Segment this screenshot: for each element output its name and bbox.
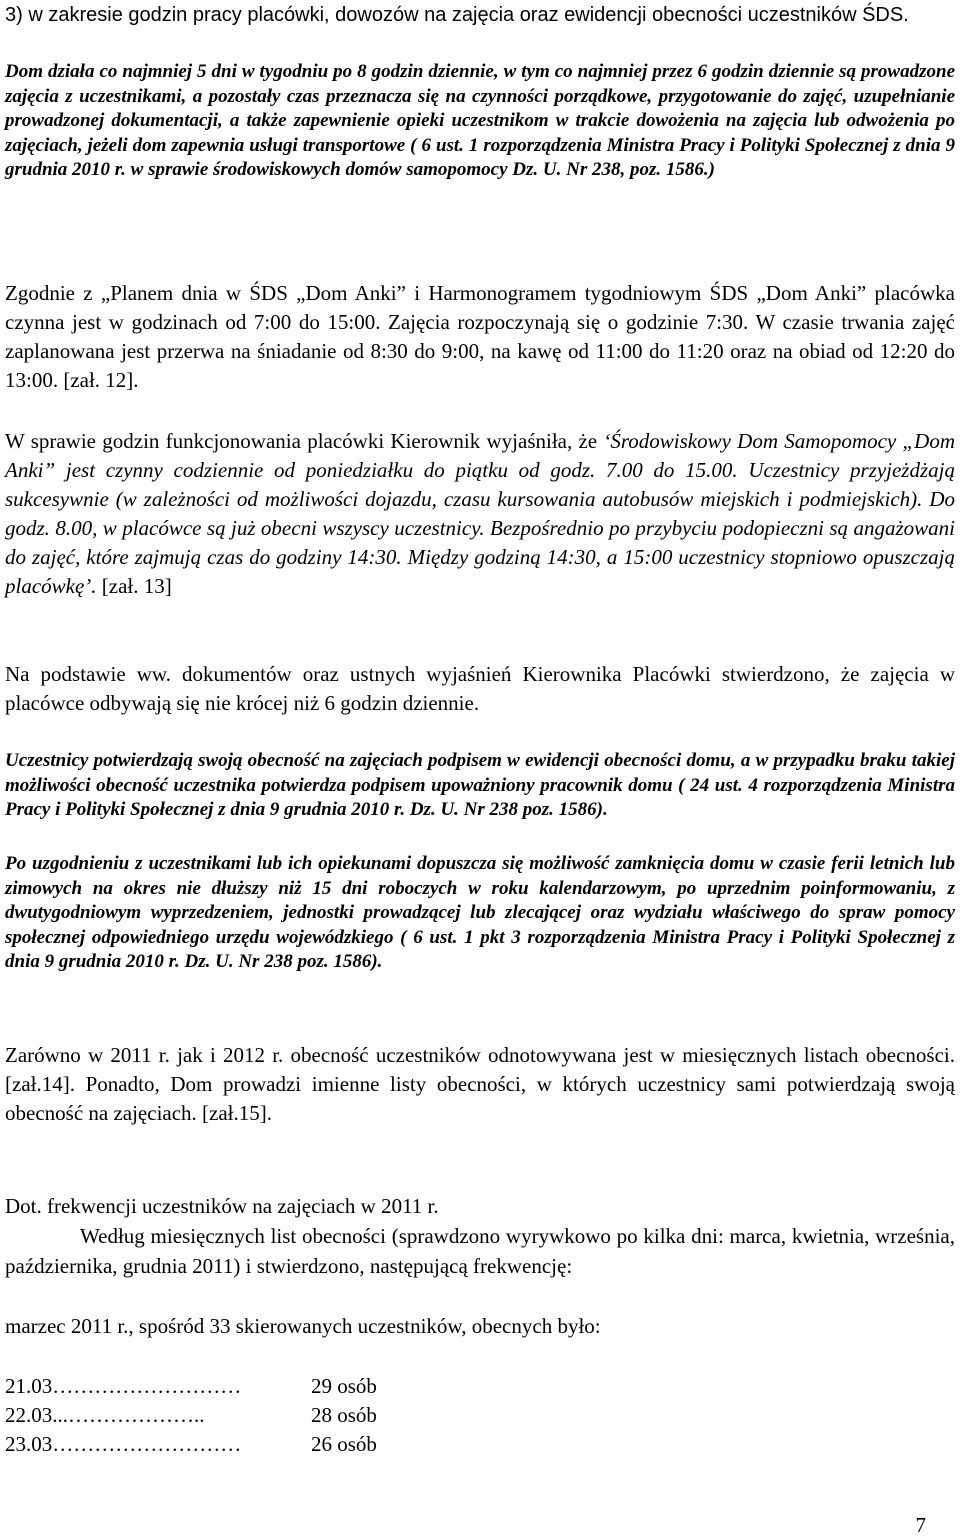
attendance-count: 26 osób (311, 1432, 377, 1456)
attendance-count: 28 osób (311, 1403, 377, 1427)
paragraph-manager-explanation (5, 427, 955, 601)
paragraph-march-summary: marzec 2011 r., spośród 33 skierowanych uczestników, obecnych było: (5, 1314, 601, 1338)
attendance-date: 21.03……………………… (5, 1374, 242, 1398)
explanation-attachment: [zał. 13] (96, 574, 172, 598)
attendance-date: 23.03……………………… (5, 1432, 242, 1456)
attendance-date: 22.03...……………….. (5, 1403, 205, 1427)
section-heading: 3) w zakresie godzin pracy placówki, dowozów na zajęcia oraz ewidencji obecności uczestników ŚDS. (5, 4, 909, 26)
paragraph-attendance-confirmation: Uczestnicy potwierdzają swoją obecność na zajęciach podpisem w ewidencji obecności domu, a w przypadku braku takiej możliwości obecność uczestnika potwierdza podpisem upoważniony pracownik domu ( 24 ust. 4 rozporządzenia Ministra Pracy i Polityki Społecznej z dnia 9 grudnia 2010 r. Dz. U. Nr 238 poz. 1586). (5, 750, 955, 820)
paragraph-legal-basis-hours: Dom działa co najmniej 5 dni w tygodniu po 8 godzin dziennie, w tym co najmniej przez 6 godzin dziennie są prowadzone zajęcia z uczestnikami, a pozostały czas przeznacza się na czynności porządkowe, przygotowanie do zajęć, uzupełnianie prowadzonej dokumentacji, a także zapewnienie opieki uczestnikom w trakcie dowożenia na zajęcia lub odwożenia po zajęciach, jeżeli dom zapewnia usługi transportowe ( 6 ust. 1 rozporządzenia Ministra Pracy i Polityki Społecznej z dnia 9 grudnia 2010 r. w sprawie środowiskowych domów samopomocy Dz. U. Nr 238, poz. 1586.) (5, 61, 955, 180)
paragraph-attendance-lists: Zarówno w 2011 r. jak i 2012 r. obecność uczestników odnotowywana jest w miesięcznych listach obecności. [zał.14]. Ponadto, Dom prowadzi imienne listy obecności, w których uczestnicy sami potwierdzają swoją obecność na zajęciach. [zał.15]. (5, 1043, 955, 1125)
explanation-lead: W sprawie godzin funkcjonowania placówki Kierownik wyjaśniła, że (5, 429, 598, 453)
attendance-row (5, 1430, 377, 1459)
paragraph-frequency-method: Według miesięcznych list obecności (sprawdzono wyrywkowo po kilka dni: marca, kwietnia, września, października, grudnia 2011) i stwierdzono, następującą frekwencję: (5, 1224, 955, 1278)
attendance-count: 29 osób (311, 1374, 377, 1398)
paragraph-daily-plan: Zgodnie z „Planem dnia w ŚDS „Dom Anki” i Harmonogramem tygodniowym ŚDS „Dom Anki” placówka czynna jest w godzinach od 7:00 do 15:00. Zajęcia rozpoczynają się o godzinie 7:30. W czasie trwania zajęć zaplanowana jest przerwa na śniadanie od 8:30 do 9:00, na kawę od 11:00 do 11:20 oraz na obiad od 12:20 do 13:00. [zał. 12]. (5, 281, 955, 392)
explanation-quote: ‘Środowiskowy Dom Samopomocy „Dom Anki” jest czynny codziennie od poniedziałku do piątku od godz. 7.00 do 15.00. Uczestnicy przyjeżdżają sukcesywnie (w zależności od możliwości dojazdu, czasu kursowania autobusów miejskich i podmiejskich). Do godz. 8.00, w placówce są już obecni wszyscy uczestnicy. Bezpośrednio po przybyciu podopieczni są angażowani do zajęć, które zajmują czas do godziny 14:30. Między godziną 14:30, a 15:00 uczestnicy stopniowo opuszczają placówkę’. (5, 429, 955, 598)
paragraph-closure-rules: Po uzgodnieniu z uczestnikami lub ich opiekunami dopuszcza się możliwość zamknięcia domu w czasie ferii letnich lub zimowych na okres nie dłuższy niż 15 dni roboczych w roku kalendarzowym, po uprzednim poinformowaniu, z dwutygodniowym wyprzedzeniem, jednostki prowadzącej lub zlecającej oraz wydziału właściwego do spraw pomocy społecznej odpowiedniego urzędu wojewódzkiego ( 6 ust. 1 pkt 3 rozporządzenia Ministra Pracy i Polityki Społecznej z dnia 9 grudnia 2010 r. Dz. U. Nr 238 poz. 1586). (5, 853, 955, 972)
paragraph-conclusion: Na podstawie ww. dokumentów oraz ustnych wyjaśnień Kierownika Placówki stwierdzono, że zajęcia w placówce odbywają się nie krócej niż 6 godzin dziennie. (5, 662, 955, 715)
attendance-row (5, 1372, 377, 1401)
page-number: 7 (915, 1513, 926, 1537)
paragraph-frequency-title: Dot. frekwencji uczestników na zajęciach w 2011 r. (5, 1194, 439, 1218)
attendance-row (5, 1401, 377, 1430)
